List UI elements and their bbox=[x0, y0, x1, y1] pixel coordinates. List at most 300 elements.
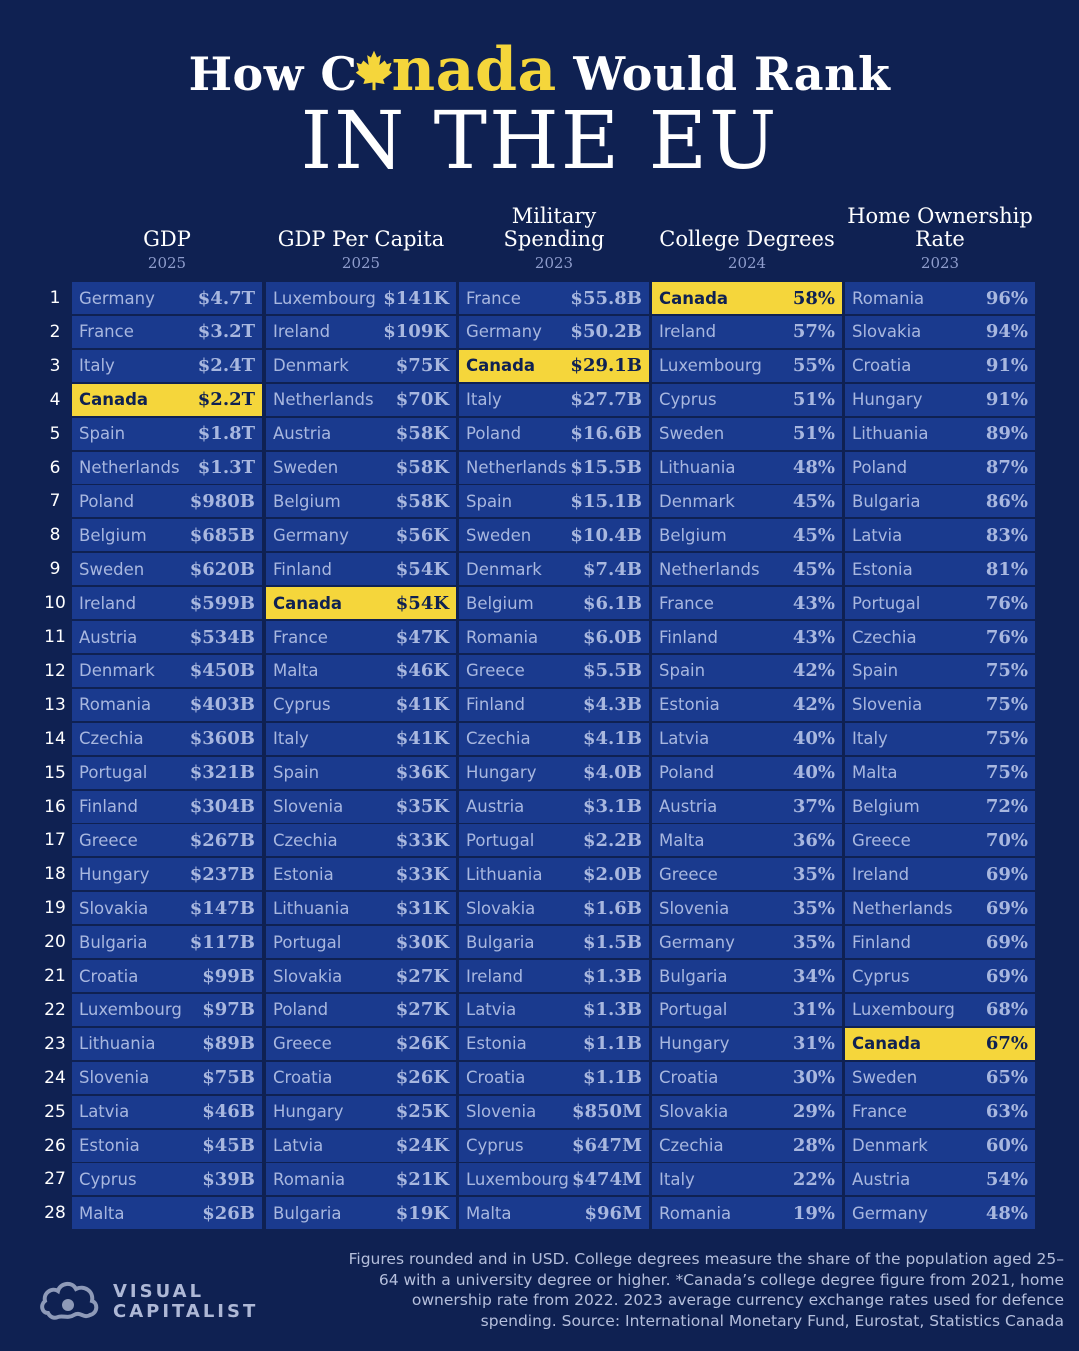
country-name: Czechia bbox=[852, 627, 917, 647]
country-name: Greece bbox=[79, 830, 138, 850]
country-name: Slovakia bbox=[659, 1102, 729, 1122]
country-name: Austria bbox=[79, 627, 138, 647]
table-cell bbox=[845, 553, 1035, 585]
table-cell bbox=[652, 1062, 842, 1094]
table-cell bbox=[459, 282, 649, 314]
value-label: 40% bbox=[792, 728, 835, 750]
table-cell bbox=[266, 1096, 456, 1128]
country-name: Spain bbox=[273, 763, 320, 783]
table-cell bbox=[72, 723, 262, 755]
value-label: $36K bbox=[395, 762, 449, 784]
table-cell bbox=[845, 316, 1035, 348]
country-name: Cyprus bbox=[273, 695, 331, 715]
country-name: Austria bbox=[466, 797, 525, 816]
country-name: Poland bbox=[466, 424, 522, 444]
country-name: Hungary bbox=[273, 1102, 344, 1122]
country-name: Bulgaria bbox=[659, 966, 728, 986]
country-name: Austria bbox=[659, 797, 718, 816]
country-name: Greece bbox=[852, 830, 911, 850]
value-label: $360B bbox=[189, 728, 255, 750]
value-label: 28% bbox=[792, 1135, 835, 1156]
value-label: $24K bbox=[395, 1135, 449, 1156]
value-label: 31% bbox=[792, 999, 835, 1021]
value-label: $304B bbox=[189, 796, 255, 817]
table-cell bbox=[652, 926, 842, 958]
value-label: $1.8T bbox=[197, 423, 255, 445]
table-cell bbox=[459, 384, 649, 416]
value-label: $599B bbox=[189, 592, 255, 614]
column-title: Home Ownership Rate bbox=[847, 204, 1033, 251]
country-name: Latvia bbox=[852, 525, 903, 545]
table-cell bbox=[845, 350, 1035, 382]
value-label: $2.2B bbox=[582, 829, 642, 851]
value-label: $56K bbox=[395, 524, 449, 546]
rank-number: 13 bbox=[44, 694, 66, 715]
table-cell bbox=[72, 791, 262, 823]
table-cell bbox=[845, 791, 1035, 823]
country-name: Poland bbox=[659, 763, 715, 783]
table-cell bbox=[459, 1062, 649, 1094]
table-cell bbox=[72, 926, 262, 958]
value-label: 83% bbox=[985, 524, 1028, 546]
country-name: France bbox=[79, 322, 134, 342]
value-label: $6.1B bbox=[582, 592, 642, 614]
country-name: Bulgaria bbox=[466, 932, 535, 952]
value-label: $96M bbox=[584, 1202, 642, 1224]
table-cell bbox=[652, 418, 842, 450]
table-cell bbox=[72, 757, 262, 789]
table-cell bbox=[266, 892, 456, 924]
country-name: Canada bbox=[79, 390, 149, 410]
country-name: Latvia bbox=[466, 1000, 517, 1020]
table-cell bbox=[459, 485, 649, 517]
value-label: 60% bbox=[985, 1135, 1028, 1156]
table-cell bbox=[72, 824, 262, 856]
country-name: Netherlands bbox=[466, 458, 567, 477]
table-cell bbox=[845, 655, 1035, 687]
table-cell bbox=[459, 553, 649, 585]
country-name: Ireland bbox=[273, 322, 331, 342]
country-name: Bulgaria bbox=[273, 1203, 342, 1223]
country-name: Estonia bbox=[852, 559, 913, 579]
table-cell bbox=[845, 926, 1035, 958]
logo-line-1: VISUAL bbox=[113, 1281, 205, 1302]
country-name: Ireland bbox=[79, 593, 137, 613]
table-cell bbox=[845, 723, 1035, 755]
country-name: Canada bbox=[852, 1034, 922, 1054]
value-label: $4.1B bbox=[582, 728, 642, 750]
value-label: $46K bbox=[395, 660, 449, 682]
rank-number: 10 bbox=[44, 593, 66, 614]
rank-number: 8 bbox=[49, 525, 61, 546]
table-cell bbox=[266, 282, 456, 314]
highlight-cell bbox=[72, 384, 262, 416]
value-label: $33K bbox=[395, 863, 449, 885]
value-label: $58K bbox=[395, 423, 449, 445]
country-name: Finland bbox=[466, 695, 525, 715]
country-name: Denmark bbox=[466, 559, 542, 579]
value-label: $89B bbox=[202, 1033, 255, 1055]
country-name: Malta bbox=[852, 763, 898, 783]
table-cell bbox=[72, 994, 262, 1026]
table-cell bbox=[652, 892, 842, 924]
table-cell bbox=[845, 1130, 1035, 1162]
country-name: Sweden bbox=[466, 525, 532, 545]
country-name: Portugal bbox=[79, 763, 148, 783]
value-label: 94% bbox=[985, 321, 1028, 343]
value-label: $4.7T bbox=[197, 287, 255, 309]
country-name: Slovenia bbox=[466, 1102, 537, 1122]
country-name: Finland bbox=[852, 932, 911, 952]
table-cell bbox=[72, 418, 262, 450]
table-cell bbox=[652, 689, 842, 721]
table-cell bbox=[845, 452, 1035, 484]
value-label: 69% bbox=[985, 897, 1028, 919]
table-cell bbox=[652, 452, 842, 484]
value-label: $267B bbox=[189, 829, 255, 851]
rank-number: 16 bbox=[44, 796, 66, 817]
value-label: 89% bbox=[985, 423, 1028, 445]
country-name: Hungary bbox=[659, 1034, 730, 1054]
country-name: Greece bbox=[273, 1034, 332, 1054]
table-cell bbox=[266, 791, 456, 823]
value-label: $99B bbox=[202, 965, 255, 987]
highlight-cell bbox=[266, 587, 456, 619]
table-cell bbox=[266, 384, 456, 416]
value-label: 43% bbox=[792, 592, 835, 614]
country-name: Netherlands bbox=[273, 390, 374, 410]
value-label: 30% bbox=[792, 1067, 835, 1089]
value-label: 96% bbox=[985, 287, 1028, 309]
table-cell bbox=[72, 485, 262, 517]
table-cell bbox=[459, 621, 649, 653]
country-name: Italy bbox=[273, 729, 309, 749]
value-label: 57% bbox=[792, 321, 835, 343]
rank-number: 5 bbox=[49, 423, 61, 444]
country-name: Bulgaria bbox=[79, 932, 148, 952]
table-cell bbox=[845, 994, 1035, 1026]
table-cell bbox=[459, 452, 649, 484]
value-label: $1.3B bbox=[582, 999, 642, 1021]
country-name: Slovakia bbox=[273, 966, 343, 986]
value-label: 86% bbox=[985, 490, 1028, 512]
value-label: 45% bbox=[792, 490, 835, 512]
table-cell bbox=[72, 1130, 262, 1162]
country-name: Austria bbox=[852, 1169, 911, 1189]
value-label: $19K bbox=[395, 1202, 449, 1224]
table-cell bbox=[652, 757, 842, 789]
value-label: 19% bbox=[792, 1202, 835, 1224]
value-label: $1.6B bbox=[582, 897, 642, 919]
value-label: 29% bbox=[792, 1101, 835, 1123]
country-name: Poland bbox=[273, 1000, 329, 1020]
rank-number: 15 bbox=[44, 762, 66, 783]
table-cell bbox=[845, 960, 1035, 992]
column-year: 2025 bbox=[341, 254, 381, 272]
country-name: Spain bbox=[659, 661, 706, 681]
value-label: 48% bbox=[985, 1202, 1028, 1224]
value-label: $620B bbox=[189, 558, 255, 580]
value-label: 45% bbox=[792, 524, 835, 546]
table-cell bbox=[266, 485, 456, 517]
table-cell bbox=[845, 282, 1035, 314]
value-label: $5.5B bbox=[582, 660, 642, 682]
title-nada: nada bbox=[391, 35, 557, 105]
table-cell bbox=[266, 723, 456, 755]
value-label: $58K bbox=[395, 490, 449, 512]
value-label: 45% bbox=[792, 558, 835, 580]
country-name: Germany bbox=[79, 288, 155, 308]
table-cell bbox=[459, 994, 649, 1026]
country-name: Croatia bbox=[79, 966, 139, 986]
table-cell bbox=[459, 689, 649, 721]
value-label: 76% bbox=[985, 592, 1028, 614]
value-label: 75% bbox=[985, 694, 1028, 716]
table-cell bbox=[652, 350, 842, 382]
logo-line-2: CAPITALIST bbox=[113, 1301, 259, 1322]
table-cell bbox=[845, 418, 1035, 450]
value-label: 87% bbox=[985, 457, 1028, 478]
value-label: $26B bbox=[202, 1202, 255, 1224]
table-cell bbox=[266, 519, 456, 551]
country-name: Croatia bbox=[466, 1068, 526, 1088]
country-name: Finland bbox=[79, 797, 138, 816]
table-cell bbox=[266, 316, 456, 348]
table-cell bbox=[72, 587, 262, 619]
country-name: Sweden bbox=[852, 1068, 918, 1088]
country-name: Slovenia bbox=[852, 695, 923, 715]
table-cell bbox=[652, 384, 842, 416]
value-label: $2.4T bbox=[197, 355, 255, 377]
value-label: 35% bbox=[792, 897, 835, 919]
value-label: $75B bbox=[202, 1067, 255, 1089]
country-name: Belgium bbox=[852, 797, 920, 816]
value-label: 54% bbox=[985, 1168, 1028, 1190]
country-name: Estonia bbox=[79, 1136, 140, 1155]
table-cell bbox=[459, 655, 649, 687]
table-cell bbox=[459, 757, 649, 789]
rank-number: 14 bbox=[44, 728, 66, 749]
country-name: France bbox=[852, 1102, 907, 1122]
value-label: $2.0B bbox=[582, 863, 642, 885]
rank-number: 12 bbox=[44, 660, 66, 681]
table-cell bbox=[266, 1163, 456, 1195]
country-name: Netherlands bbox=[79, 458, 180, 477]
country-name: Portugal bbox=[659, 1000, 728, 1020]
country-name: Lithuania bbox=[659, 458, 736, 477]
country-name: Croatia bbox=[852, 356, 912, 376]
table-cell bbox=[72, 892, 262, 924]
value-label: $54K bbox=[395, 558, 449, 580]
value-label: $7.4B bbox=[582, 558, 642, 580]
country-name: Cyprus bbox=[852, 966, 910, 986]
table-cell bbox=[652, 553, 842, 585]
value-label: 51% bbox=[792, 423, 835, 445]
value-label: $147B bbox=[189, 897, 255, 919]
table-cell bbox=[845, 485, 1035, 517]
value-label: $21K bbox=[395, 1168, 449, 1190]
value-label: $3.1B bbox=[582, 796, 642, 817]
value-label: $4.3B bbox=[582, 694, 642, 716]
table-cell bbox=[72, 519, 262, 551]
table-cell bbox=[266, 757, 456, 789]
country-name: Denmark bbox=[659, 491, 735, 511]
table-cell bbox=[652, 824, 842, 856]
rank-number: 19 bbox=[44, 898, 66, 919]
table-cell bbox=[459, 1197, 649, 1229]
value-label: $1.5B bbox=[582, 931, 642, 953]
country-name: Germany bbox=[659, 932, 735, 952]
value-label: $141K bbox=[383, 287, 449, 309]
country-name: Belgium bbox=[659, 525, 727, 545]
country-name: Germany bbox=[466, 322, 542, 342]
value-label: 37% bbox=[792, 796, 835, 817]
country-name: Romania bbox=[659, 1203, 732, 1223]
country-name: Belgium bbox=[79, 525, 147, 545]
table-cell bbox=[266, 655, 456, 687]
rank-number: 1 bbox=[49, 288, 61, 308]
logo-text bbox=[113, 1282, 258, 1322]
column-year: 2025 bbox=[147, 254, 187, 272]
country-name: Denmark bbox=[273, 356, 349, 376]
table-cell bbox=[459, 723, 649, 755]
table-cell bbox=[652, 1197, 842, 1229]
value-label: $33K bbox=[395, 829, 449, 851]
value-label: $27.7B bbox=[570, 389, 642, 411]
country-name: Hungary bbox=[466, 763, 537, 783]
country-name: Czechia bbox=[79, 729, 144, 749]
table-cell bbox=[266, 1028, 456, 1060]
country-name: Ireland bbox=[852, 864, 910, 884]
value-label: $980B bbox=[189, 490, 255, 512]
value-label: $647M bbox=[571, 1135, 642, 1156]
value-label: 91% bbox=[985, 355, 1028, 377]
country-name: Ireland bbox=[659, 322, 717, 342]
country-name: Netherlands bbox=[852, 898, 953, 918]
country-name: Slovakia bbox=[79, 898, 149, 918]
value-label: $685B bbox=[189, 524, 255, 546]
value-label: $29.1B bbox=[570, 355, 642, 377]
country-name: Germany bbox=[852, 1203, 928, 1223]
country-name: Denmark bbox=[79, 661, 155, 681]
rank-number: 2 bbox=[49, 321, 61, 342]
country-name: Malta bbox=[273, 661, 319, 681]
value-label: $6.0B bbox=[582, 626, 642, 648]
table-cell bbox=[652, 621, 842, 653]
value-label: 35% bbox=[792, 931, 835, 953]
value-label: $237B bbox=[189, 863, 255, 885]
country-name: Malta bbox=[659, 830, 705, 850]
value-label: 70% bbox=[985, 829, 1028, 851]
country-name: Croatia bbox=[659, 1068, 719, 1088]
country-name: Denmark bbox=[852, 1136, 928, 1155]
table-cell bbox=[652, 1163, 842, 1195]
table-cell bbox=[72, 452, 262, 484]
table-cell bbox=[845, 519, 1035, 551]
country-name: Germany bbox=[273, 525, 349, 545]
table-cell bbox=[72, 553, 262, 585]
value-label: 75% bbox=[985, 728, 1028, 750]
table-cell bbox=[845, 757, 1035, 789]
country-name: Poland bbox=[79, 491, 135, 511]
rank-number: 3 bbox=[49, 355, 61, 376]
value-label: 68% bbox=[985, 999, 1028, 1021]
table-cell bbox=[459, 1096, 649, 1128]
table-cell bbox=[72, 858, 262, 890]
value-label: $1.3B bbox=[582, 965, 642, 987]
value-label: 72% bbox=[985, 796, 1028, 817]
country-name: Italy bbox=[852, 729, 888, 749]
country-name: France bbox=[466, 288, 521, 308]
column-title: GDP bbox=[143, 227, 191, 251]
country-name: Austria bbox=[273, 424, 332, 444]
value-label: $97B bbox=[202, 999, 255, 1021]
country-name: Romania bbox=[852, 288, 925, 308]
table-cell bbox=[459, 1130, 649, 1162]
country-name: Cyprus bbox=[466, 1136, 524, 1155]
column-title: Military Spending bbox=[503, 204, 605, 251]
rank-number: 26 bbox=[44, 1135, 66, 1156]
value-label: $321B bbox=[189, 762, 255, 784]
country-name: Romania bbox=[273, 1169, 346, 1189]
value-label: $45B bbox=[202, 1135, 255, 1156]
country-name: Italy bbox=[659, 1169, 695, 1189]
country-name: Spain bbox=[466, 491, 513, 511]
table-cell bbox=[266, 858, 456, 890]
value-label: 69% bbox=[985, 965, 1028, 987]
table-cell bbox=[266, 452, 456, 484]
value-label: $10.4B bbox=[570, 524, 642, 546]
value-label: $1.1B bbox=[582, 1067, 642, 1089]
country-name: Slovakia bbox=[852, 322, 922, 342]
country-name: Italy bbox=[79, 356, 115, 376]
country-name: Latvia bbox=[659, 729, 710, 749]
country-name: France bbox=[273, 627, 328, 647]
table-cell bbox=[845, 1096, 1035, 1128]
table-cell bbox=[845, 1062, 1035, 1094]
rank-number: 17 bbox=[44, 830, 66, 851]
value-label: $2.2T bbox=[197, 389, 255, 411]
table-cell bbox=[459, 926, 649, 958]
country-name: Spain bbox=[852, 661, 899, 681]
country-name: Hungary bbox=[79, 864, 150, 884]
table-cell bbox=[652, 316, 842, 348]
country-name: Sweden bbox=[79, 559, 145, 579]
value-label: $50.2B bbox=[570, 321, 642, 343]
table-cell bbox=[72, 1197, 262, 1229]
table-cell bbox=[652, 519, 842, 551]
value-label: 69% bbox=[985, 863, 1028, 885]
value-label: 40% bbox=[792, 762, 835, 784]
value-label: $850M bbox=[571, 1101, 642, 1123]
highlight-cell bbox=[459, 350, 649, 382]
country-name: Luxembourg bbox=[466, 1169, 569, 1189]
country-name: Romania bbox=[79, 695, 152, 715]
value-label: 42% bbox=[792, 694, 835, 716]
country-name: Luxembourg bbox=[79, 1000, 182, 1020]
value-label: $117B bbox=[189, 931, 255, 953]
table-cell bbox=[266, 926, 456, 958]
country-name: Luxembourg bbox=[852, 1000, 955, 1020]
value-label: $3.2T bbox=[197, 321, 255, 343]
value-label: 63% bbox=[985, 1101, 1028, 1123]
value-label: $27K bbox=[395, 965, 449, 987]
country-name: Portugal bbox=[273, 932, 342, 952]
country-name: Slovenia bbox=[273, 797, 344, 816]
country-name: Czechia bbox=[659, 1136, 724, 1155]
table-cell bbox=[266, 824, 456, 856]
highlight-cell bbox=[845, 1028, 1035, 1060]
